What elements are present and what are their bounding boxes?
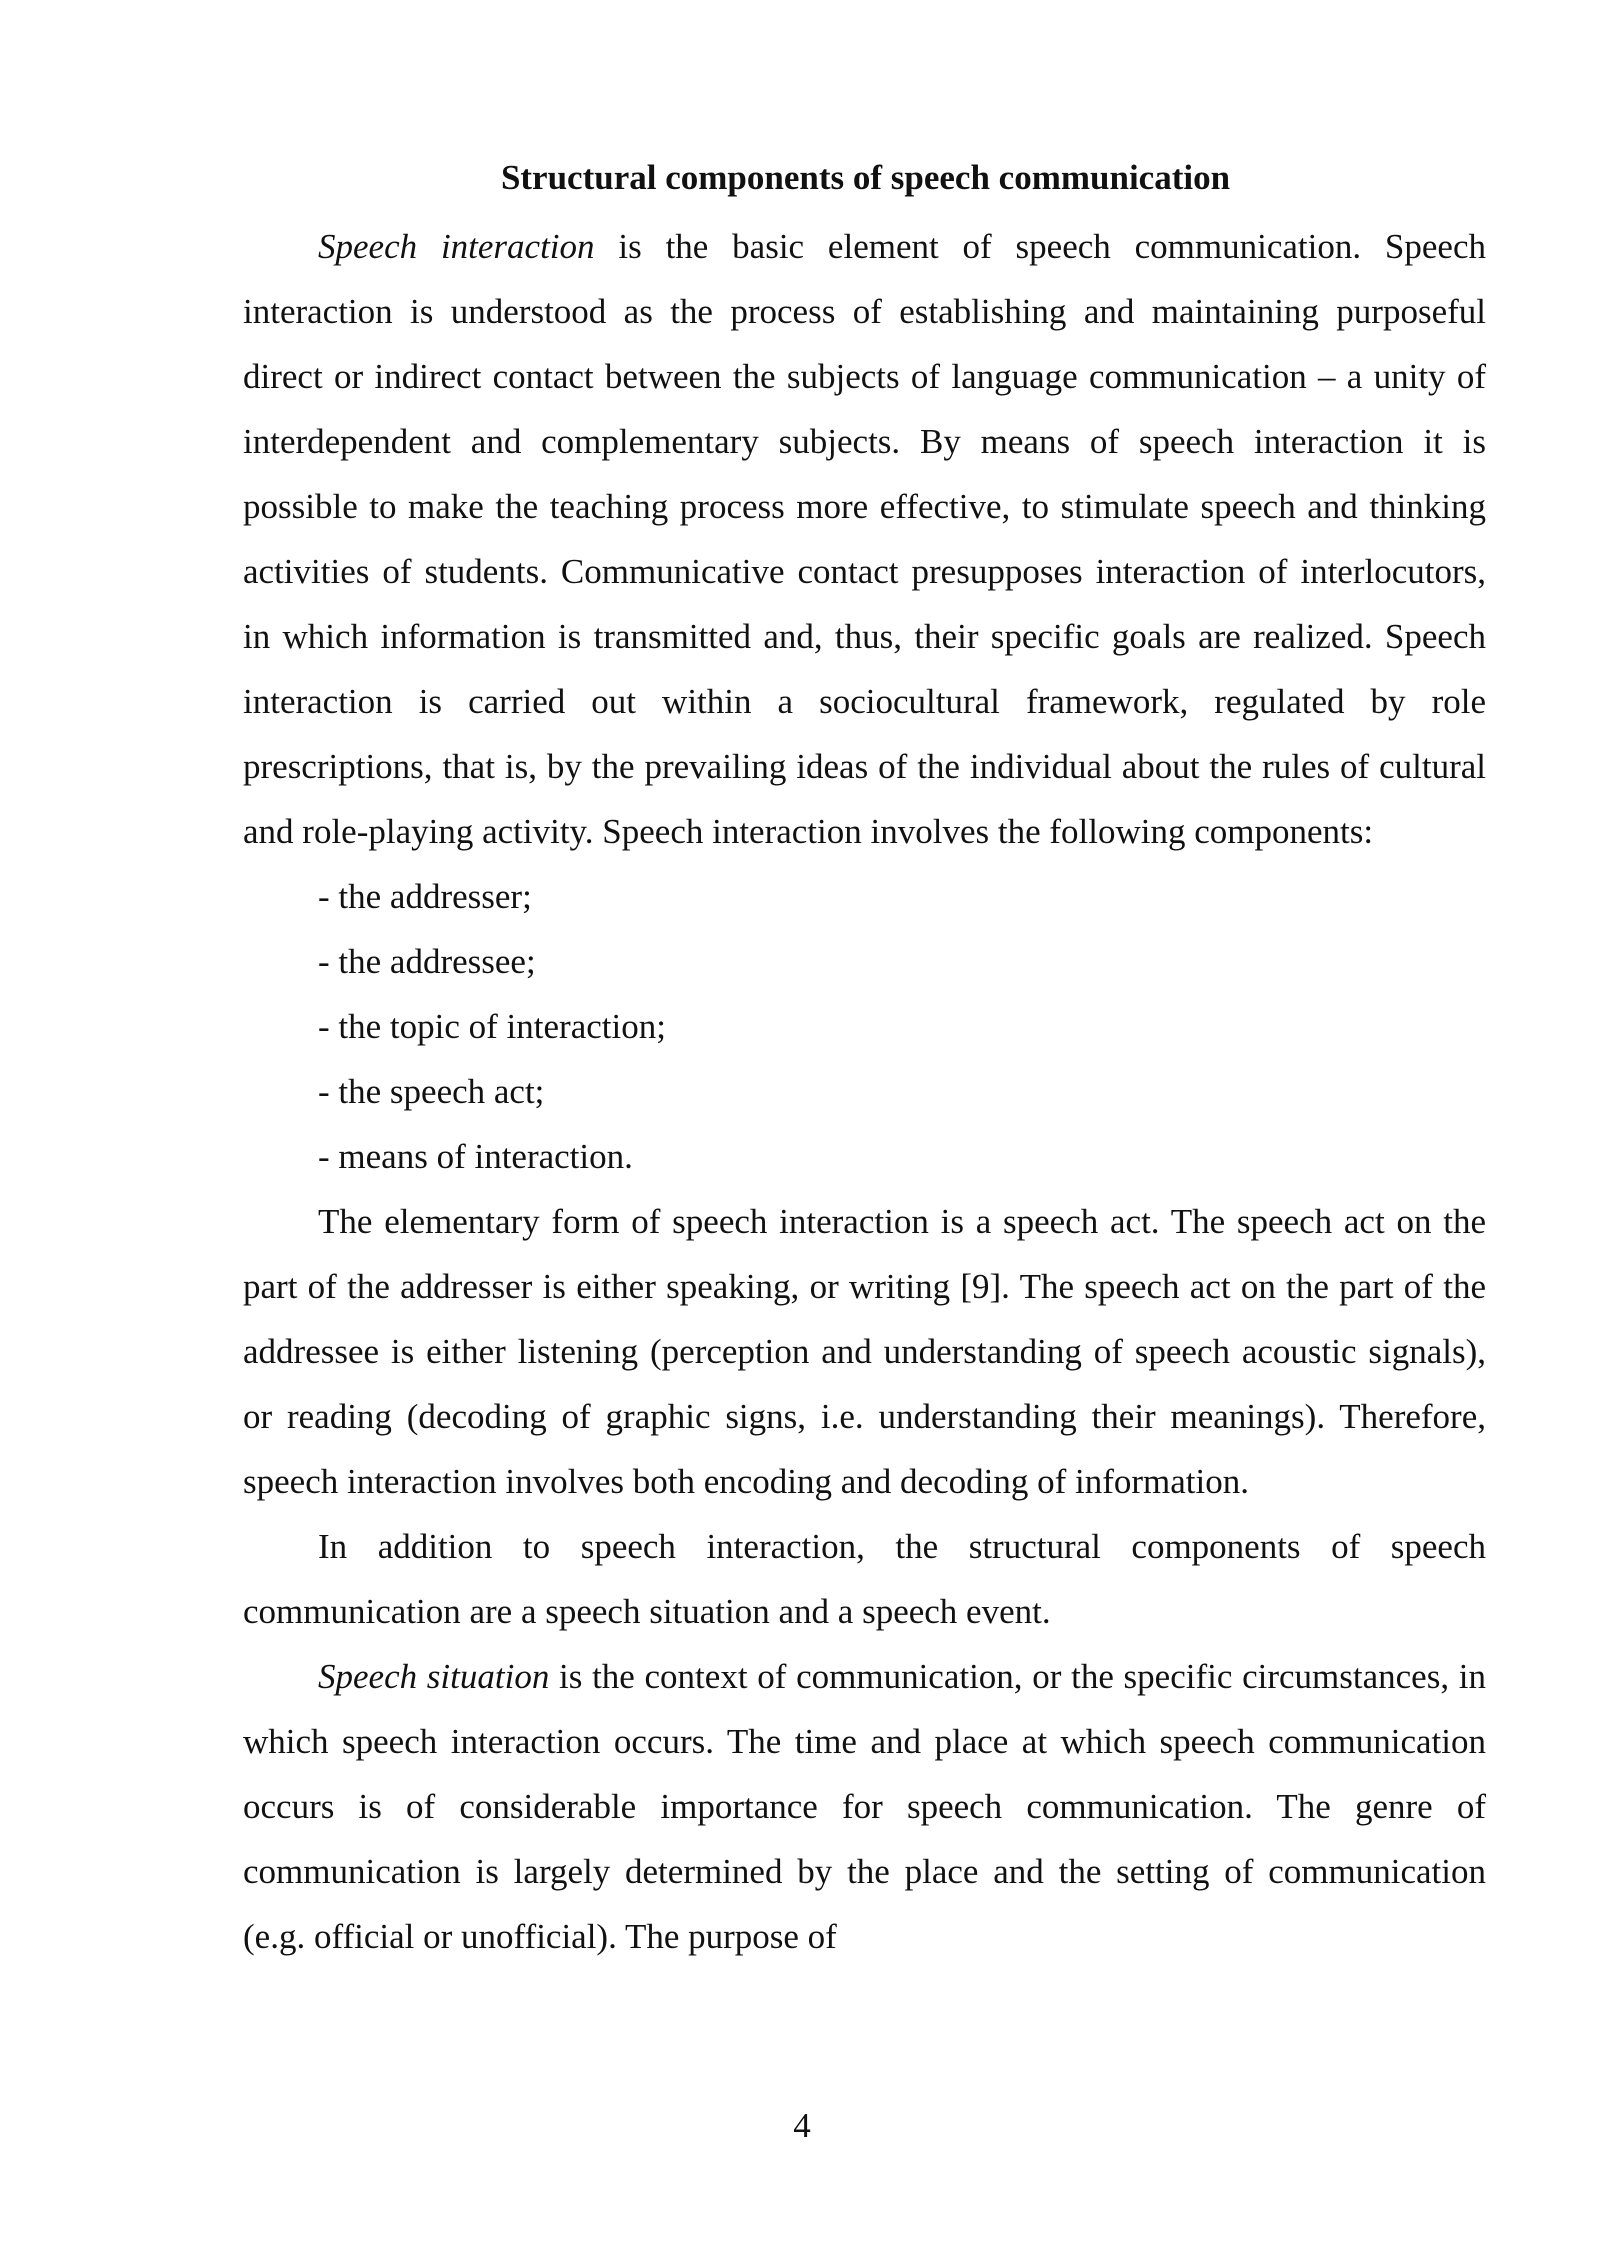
paragraph-text: is the basic element of speech communication. Speech interaction is understood as the process of establishing and maintaining purposeful direct or indirect contact between the subjects of language communication – a unity of interdependent and complementary subjects. By means of speech interaction it is possible to make the teaching process more effective, to stimulate speech and thinking activities of students. Communicative contact presupposes interaction of interlocutors, in which information is transmitted and, thus, their specific goals are realized. Speech interaction is carried out within a sociocultural framework, regulated by role prescriptions, that is, by the prevailing ideas of the individual about the rules of cultural and role-playing activity. Speech interaction involves the following components:	[243, 227, 1487, 851]
term-speech-situation: Speech situation	[318, 1657, 550, 1696]
paragraph-speech-act: The elementary form of speech interaction is a speech act. The speech act on the part of the addresser is either speaking, or writing [9]. The speech act on the part of the addressee is either listening (perception and understanding of speech acoustic signals), or reading (decoding of graphic signs, i.e. understanding their meanings). Therefore, speech interaction involves both encoding and decoding of information.	[243, 1202, 1486, 1501]
paragraph-text: is the context of communication, or the specific circumstances, in which speech interaction occurs. The time and place at which speech communication occurs is of considerable importance for speech communication. The genre of communication is largely determined by the place and the setting of communication (e.g. official or unofficial). The purpose of	[243, 1657, 1486, 1956]
term-speech-interaction: Speech interaction	[318, 227, 595, 266]
list-item: - means of interaction.	[318, 1137, 633, 1176]
page-content	[243, 150, 1486, 1969]
list-item: - the speech act;	[318, 1072, 545, 1111]
section-title: Structural components of speech communication	[500, 158, 1231, 197]
list-item: - the topic of interaction;	[318, 1007, 666, 1046]
paragraph-speech-situation	[243, 1644, 1486, 1969]
components-list	[243, 864, 1486, 1189]
paragraph-structural-components: In addition to speech interaction, the structural components of speech communication are a speech situation and a speech event.	[243, 1527, 1486, 1631]
page-number: 4	[793, 2106, 811, 2145]
paragraph-speech-interaction	[243, 214, 1486, 864]
list-item: - the addressee;	[318, 942, 536, 981]
list-item: - the addresser;	[318, 877, 532, 916]
